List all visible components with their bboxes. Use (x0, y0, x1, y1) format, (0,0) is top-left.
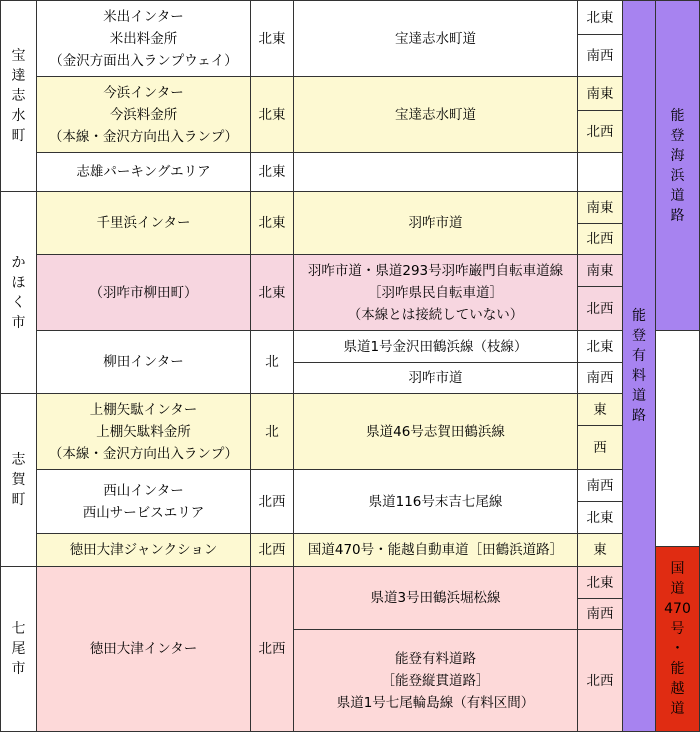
ramp-direction-cell: 北東 (577, 330, 623, 363)
vertical-char: 道 (632, 388, 646, 404)
route-470 (655, 546, 700, 732)
vertical-char: く (11, 294, 26, 311)
direction-cell: 北西 (250, 533, 294, 567)
vertical-char: 達 (11, 68, 26, 84)
municipality-kahoku (0, 191, 37, 394)
facility-imahama (36, 76, 251, 153)
vertical-char: 有 (632, 348, 646, 364)
municipality-nanao (0, 566, 37, 732)
direction-cell: 北東 (250, 191, 294, 255)
vertical-char: か (11, 254, 26, 271)
ramp-direction-cell: 南西 (577, 34, 623, 77)
vertical-char: 道 (670, 187, 685, 204)
direction-cell: 北 (250, 330, 294, 394)
facility-tokuda-jct: 徳田大津ジャンクション (36, 533, 251, 567)
facility-yanagida-town: （羽咋市柳田町） (36, 254, 251, 331)
facility-kamitanayazu (36, 393, 251, 470)
vertical-char: 市 (11, 661, 26, 677)
facility-line: 上棚矢駄料金所 (96, 423, 191, 440)
ramp-direction-cell: 南東 (577, 191, 623, 224)
vertical-char: 登 (632, 328, 646, 344)
facility-line: 米出インター (103, 8, 184, 25)
connection-cell-empty (293, 152, 578, 192)
vertical-char: ・ (670, 641, 685, 657)
ramp-direction-cell: 南東 (577, 254, 623, 287)
connection-cell (293, 629, 578, 732)
connection-line: 県道1号七尾輪島線（有料区間） (336, 694, 535, 711)
facility-line: （本線・金沢方向出入ランプ） (48, 445, 239, 462)
ramp-direction-cell: 東 (577, 393, 623, 426)
ramp-direction-cell: 北西 (577, 286, 623, 331)
facility-shio-pa: 志雄パーキングエリア (36, 152, 251, 192)
vertical-char: 料 (632, 368, 646, 384)
vertical-char: 海 (670, 147, 685, 164)
vertical-char: 登 (670, 127, 685, 144)
vertical-char: 志 (11, 88, 26, 104)
direction-cell: 北東 (250, 0, 294, 77)
vertical-char: 宝 (11, 48, 26, 64)
vertical-char: 尾 (11, 641, 26, 657)
direction-cell: 北 (250, 393, 294, 470)
facility-nishiyama (36, 469, 251, 534)
ramp-direction-cell: 東 (577, 533, 623, 567)
ramp-direction-cell: 北西 (577, 629, 623, 732)
facility-line: （本線・金沢方向出入ランプ） (48, 128, 239, 145)
vertical-char: 路 (632, 408, 646, 424)
vertical-char: 賀 (11, 472, 26, 488)
facility-line: 西山インター (103, 482, 184, 499)
vertical-char: 町 (11, 128, 26, 144)
direction-cell: 北西 (250, 566, 294, 732)
connection-cell: 県道46号志賀田鶴浜線 (293, 393, 578, 470)
ramp-direction-cell: 南西 (577, 598, 623, 630)
direction-cell: 北西 (250, 469, 294, 534)
ramp-direction-cell: 北東 (577, 0, 623, 35)
vertical-char: 水 (11, 108, 26, 124)
ramp-direction-cell: 北西 (577, 110, 623, 153)
vertical-char: 市 (11, 314, 26, 331)
vertical-char: 能 (670, 107, 685, 124)
vertical-char: 町 (11, 492, 26, 508)
route-noto-kaihin (655, 0, 700, 331)
connection-line: ［羽咋県民自転車道］ (368, 284, 503, 301)
connection-cell: 県道116号末吉七尾線 (293, 469, 578, 534)
facility-yanagida-ic: 柳田インター (36, 330, 251, 394)
vertical-char: 国 (670, 561, 685, 577)
ramp-direction-cell-empty (577, 152, 623, 192)
connection-line: 羽咋市道・県道293号羽咋巌門自転車道線 (307, 262, 564, 279)
facility-yonede (36, 0, 251, 77)
vertical-char: 道 (670, 581, 685, 597)
facility-line: 米出料金所 (109, 30, 178, 47)
connection-cell: 宝達志水町道 (293, 76, 578, 153)
vertical-char: 能 (670, 661, 685, 677)
ramp-direction-cell: 北西 (577, 223, 623, 255)
connection-cell: 羽咋市道 (293, 191, 578, 255)
vertical-char: ほ (11, 274, 26, 291)
connection-cell: 国道470号・能越自動車道［田鶴浜道路］ (293, 533, 578, 567)
facility-line: 今浜料金所 (109, 106, 178, 123)
municipality-hodatsushimizu (0, 0, 37, 192)
ramp-direction-cell: 南東 (577, 76, 623, 111)
facility-chirihama: 千里浜インター (36, 191, 251, 255)
vertical-char: 路 (670, 207, 685, 224)
connection-line: ［能登縦貫道路］ (381, 672, 490, 689)
facility-line: 今浜インター (103, 84, 184, 101)
ramp-direction-cell: 北東 (577, 501, 623, 534)
connection-cell: 羽咋市道 (293, 362, 578, 394)
ramp-direction-cell: 西 (577, 425, 623, 470)
vertical-char: 七 (11, 621, 26, 637)
facility-line: （金沢方面出入ランプウェイ） (49, 52, 238, 69)
vertical-char: 470 (664, 601, 691, 617)
ramp-direction-cell: 南西 (577, 469, 623, 502)
connection-cell: 県道3号田鶴浜堀松線 (293, 566, 578, 630)
vertical-char: 志 (11, 452, 26, 468)
vertical-char: 能 (632, 308, 646, 324)
connection-cell: 県道1号金沢田鶴浜線（枝線） (293, 330, 578, 363)
connection-cell: 宝達志水町道 (293, 0, 578, 77)
ramp-direction-cell: 北東 (577, 566, 623, 599)
vertical-char: 道 (670, 701, 685, 717)
ramp-direction-cell: 南西 (577, 362, 623, 394)
connection-cell (293, 254, 578, 331)
route-noto-toll-road (622, 0, 656, 732)
connection-line: （本線とは接続していない） (347, 306, 524, 323)
direction-cell: 北東 (250, 254, 294, 331)
municipality-shika (0, 393, 37, 567)
facility-line: 西山サービスエリア (82, 504, 205, 521)
direction-cell: 北東 (250, 76, 294, 153)
vertical-char: 号 (670, 621, 685, 637)
facility-tokuda-ic: 徳田大津インター (36, 566, 251, 732)
vertical-char: 浜 (670, 167, 685, 184)
connection-line: 能登有料道路 (395, 650, 476, 667)
facility-line: 上棚矢駄インター (89, 401, 198, 418)
vertical-char: 越 (670, 681, 685, 697)
route-empty-cell (655, 330, 700, 547)
direction-cell: 北東 (250, 152, 294, 192)
